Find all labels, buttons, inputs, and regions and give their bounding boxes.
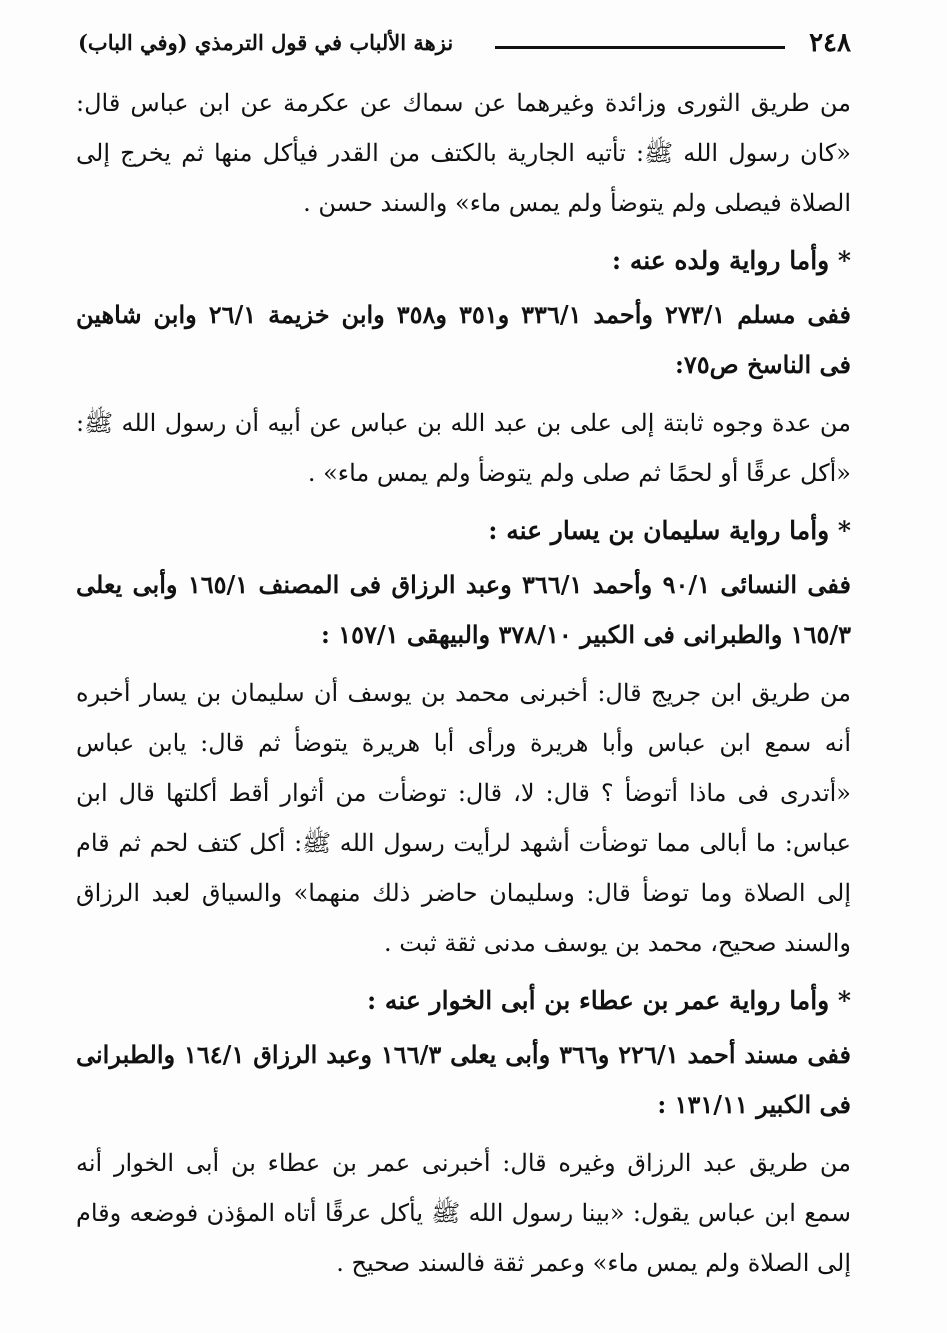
section-heading: * وأما رواية سليمان بن يسار عنه :	[488, 516, 851, 545]
paragraph-text: من طريق ابن جريج قال: أخبرنى محمد بن يوسف أن سليمان بن يسار أخبره أنه سمع ابن عباس وأبا هريرة ورأى أبا هريرة يتوضأ ثم قال: يابن عباس «أتدرى فى ماذا أتوضأ ؟ قال: لا، قال: توضأت من أثوار أقط أكلتها قال ابن عباس: ما أبالى مما توضأت أشهد لرأيت رسول الله ﷺ: أكل كتف لحم ثم قام إلى الصلاة وما توضأ قال: وسليمان حاضر ذلك منهما» والسياق لعبد الرزاق والسند صحيح، محمد بن يوسف مدنى ثقة ثبت .	[76, 679, 851, 957]
citation-paragraph: ففى مسلم ٢٧٣/١ وأحمد ٣٣٦/١ و٣٥١ و٣٥٨ وابن خزيمة ٢٦/١ وابن شاهين فى الناسخ ص٧٥:	[76, 300, 852, 379]
paragraph-text: من طريق الثورى وزائدة وغيرهما عن سماك عن عكرمة عن ابن عباس قال: «كان رسول الله ﷺ: تأتيه الجارية بالكتف من القدر فيأكل منها ثم يخرج إلى الصلاة فيصلى ولم يتوضأ ولم يمس ماء» والسند حسن .	[76, 89, 851, 217]
section-heading: * وأما رواية ولده عنه :	[611, 246, 851, 275]
paragraph-text: من عدة وجوه ثابتة إلى على بن عبد الله بن عباس عن أبيه أن رسول الله ﷺ: «أكل عرقًا أو لحمًا ثم صلى ولم يتوضأ ولم يمس ماء» .	[76, 409, 851, 487]
page-header	[78, 28, 851, 68]
section-heading: * وأما رواية عمر بن عطاء بن أبى الخوار عنه :	[367, 986, 851, 1015]
citation-paragraph: ففى النسائى ٩٠/١ وأحمد ٣٦٦/١ وعبد الرزاق فى المصنف ١٦٥/١ وأبى يعلى ١٦٥/٣ والطبرانى فى الكبير ٣٧٨/١٠ والبيهقى ١٥٧/١ :	[76, 570, 852, 649]
citation-paragraph: ففى مسند أحمد ٢٢٦/١ و٣٦٦ وأبى يعلى ١٦٦/٣ وعبد الرزاق ١٦٤/١ والطبرانى فى الكبير ١٣١/١١ :	[76, 1040, 852, 1119]
page-number: ٢٤٨	[809, 28, 851, 58]
page-body	[76, 78, 851, 1296]
running-title: نزهة الألباب في قول الترمذي (وفي الباب)	[78, 30, 454, 55]
paragraph-text: من طريق عبد الرزاق وغيره قال: أخبرنى عمر بن عطاء بن أبى الخوار أنه سمع ابن عباس يقول: «بينا رسول الله ﷺ يأكل عرقًا أتاه المؤذن فوضعه وقام إلى الصلاة ولم يمس ماء» وعمر ثقة فالسند صحيح .	[76, 1149, 851, 1277]
header-rule	[495, 46, 785, 49]
